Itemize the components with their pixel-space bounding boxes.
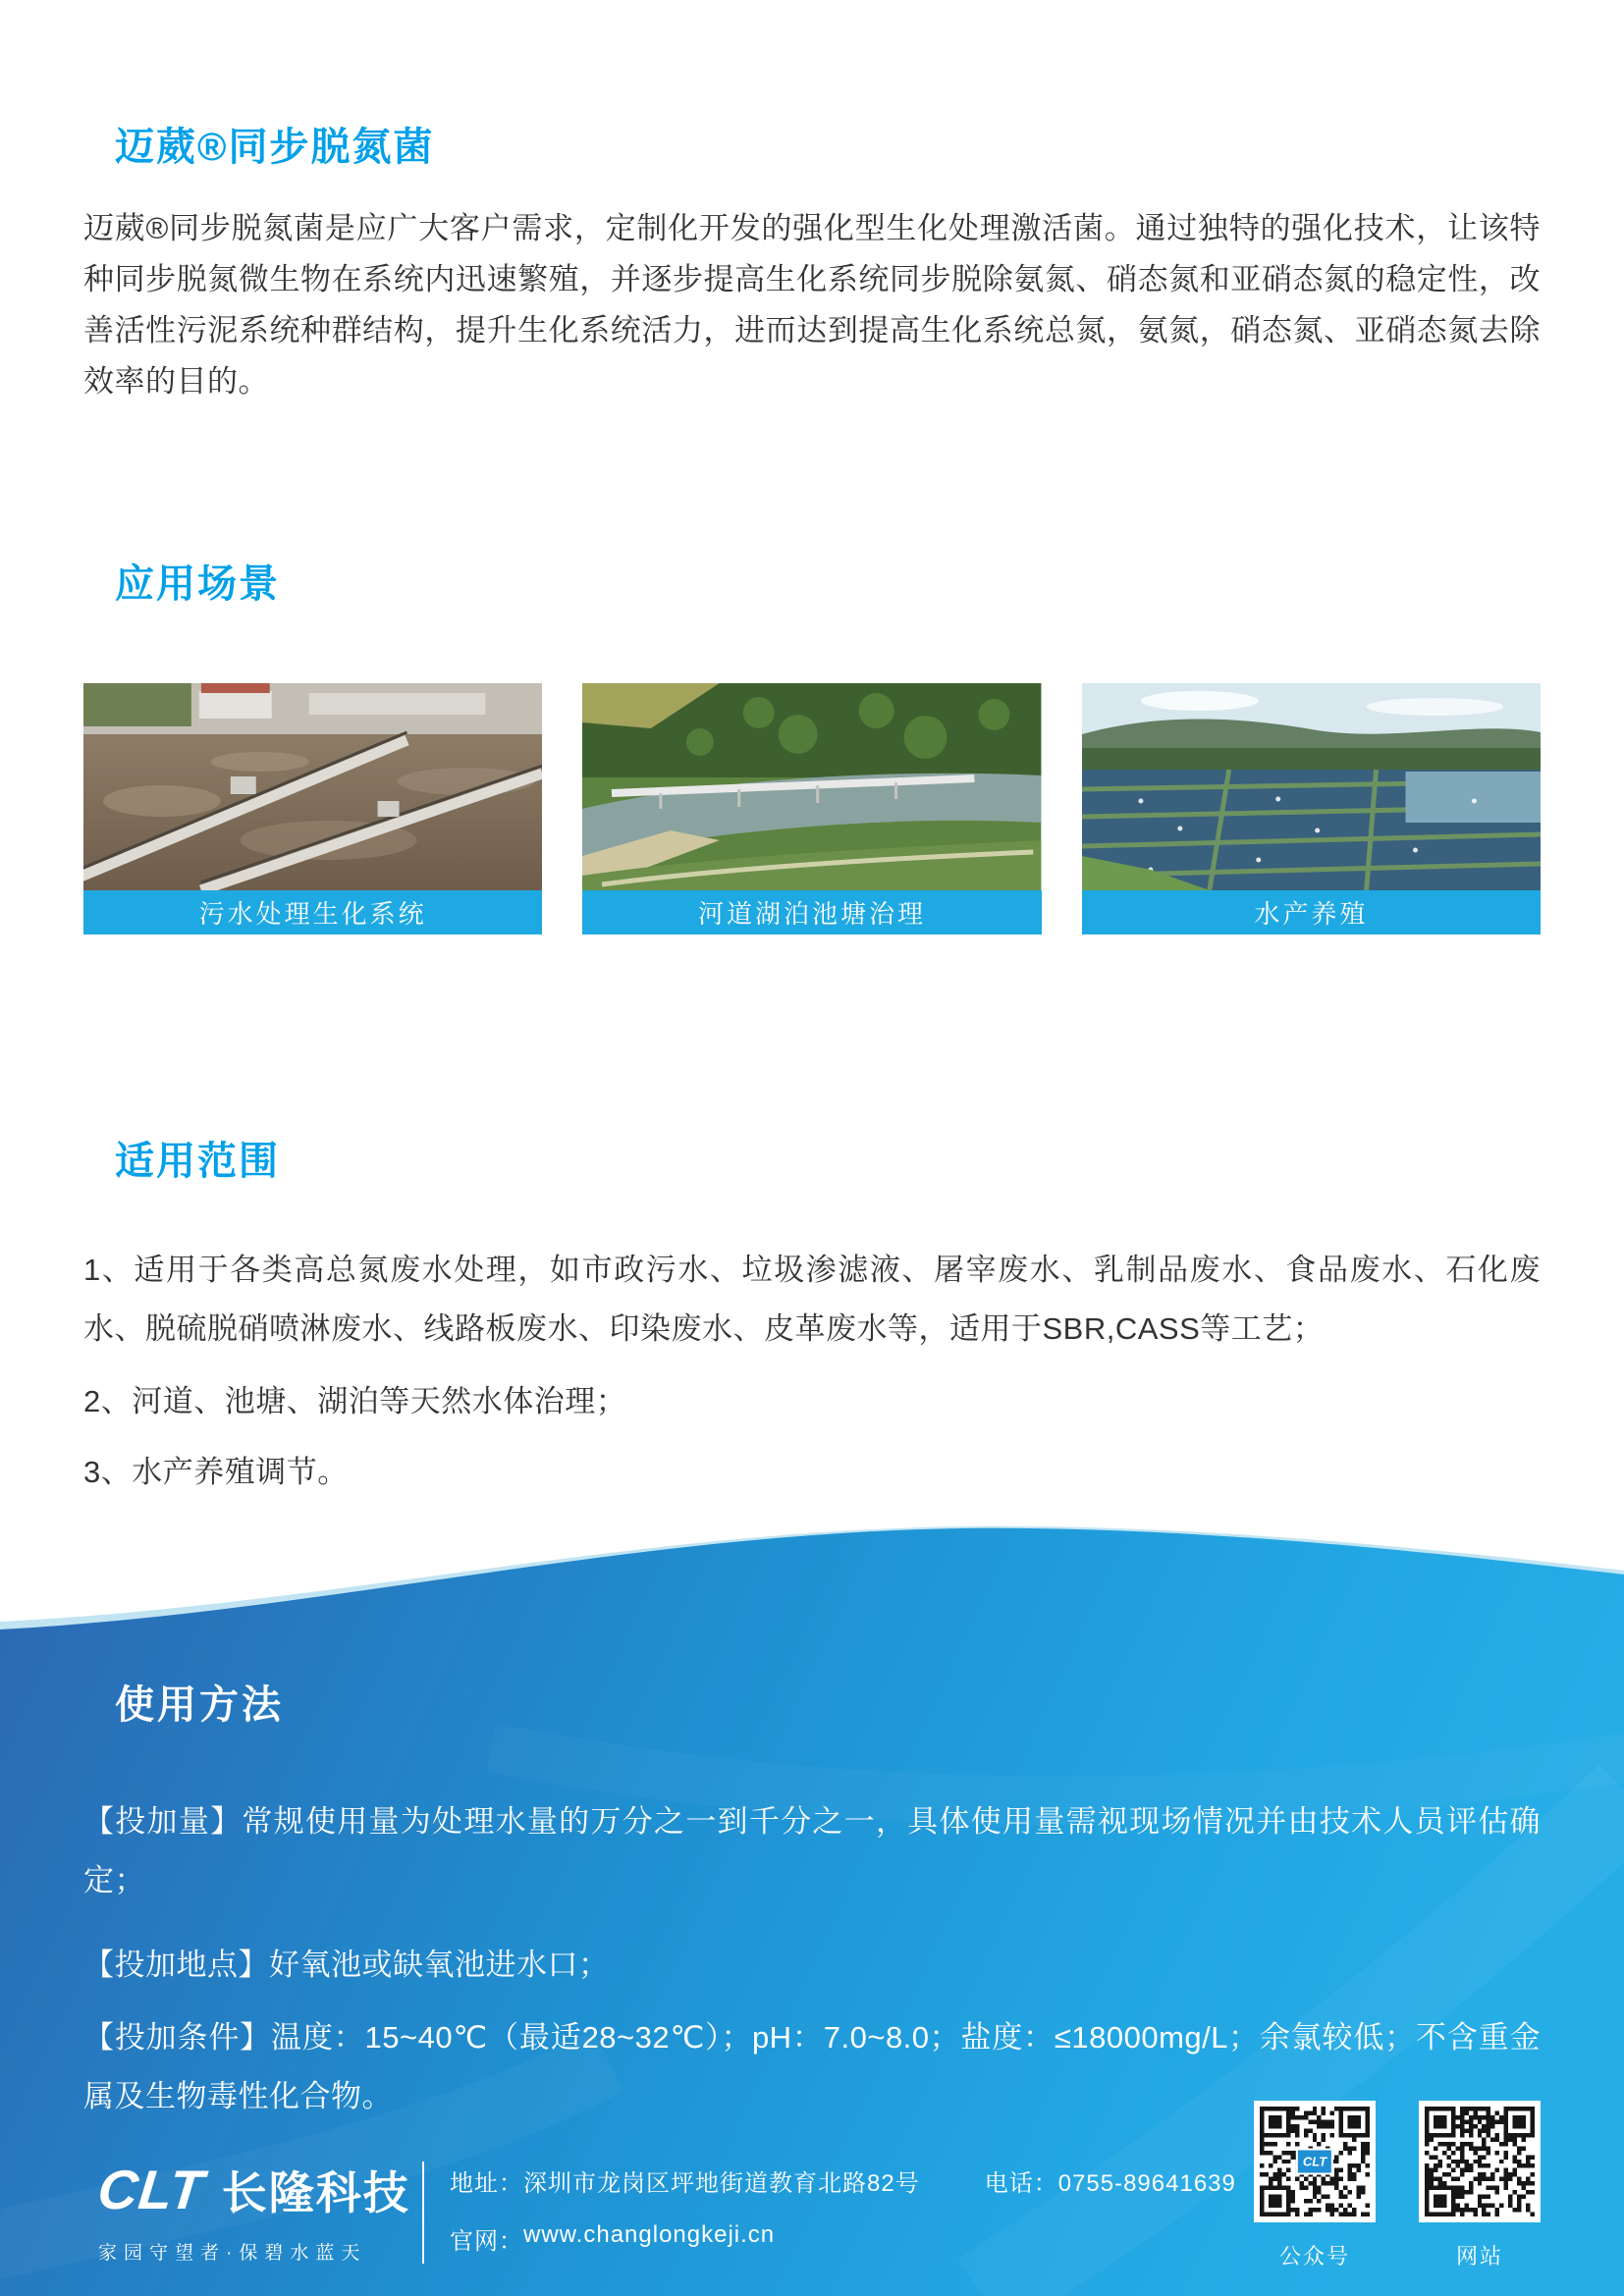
qr-item-wechat: [1254, 2101, 1376, 2270]
scenario-card-aquaculture: [1082, 683, 1541, 934]
qr-label-wechat: 公众号: [1278, 2244, 1350, 2269]
scope-item-3: 3、水产养殖调节。: [83, 1455, 349, 1489]
scope-section: [83, 1130, 1541, 1502]
usage-item-dosage: [83, 1792, 1541, 1910]
clt-logo-mark: CLT: [94, 2159, 208, 2220]
phone-label: 电话：: [984, 2170, 1058, 2197]
product-title: 迈葳®同步脱氮菌: [115, 126, 435, 169]
usage-text-dosage: 常规使用量为处理水量的万分之一到千分之一，具体使用量需视现场情况并由技术人员评估确定；: [83, 1804, 1541, 1897]
scenarios-section: [83, 553, 1541, 934]
wechat-qr-code-icon: [1254, 2101, 1376, 2222]
address-label: 地址：: [450, 2170, 523, 2197]
company-logo: [94, 2158, 412, 2270]
river-lake-pond-photo: [582, 683, 1041, 890]
scenario-caption-river: 河道湖泊池塘治理: [582, 890, 1041, 934]
aquaculture-ponds-photo: [1082, 683, 1541, 890]
address-value: 深圳市龙岗区坪地街道教育北路82号: [523, 2170, 920, 2197]
scenario-photo-row: [83, 683, 1541, 934]
company-tagline: 家园守望者·保碧水蓝天: [98, 2243, 367, 2264]
phone-row: [985, 2163, 1236, 2198]
intro-section: [83, 116, 1541, 407]
scope-heading: 适用范围: [115, 1140, 280, 1183]
wastewater-treatment-plant-photo: [83, 683, 542, 890]
company-name: 长隆科技: [221, 2167, 410, 2218]
intro-paragraph: 迈葳®同步脱氮菌是应广大客户需求，定制化开发的强化型生化处理激活菌。通过独特的强化技术，让该特种同步脱氮微生物在系统内迅速繁殖，并逐步提高生化系统同步脱除氨氮、硝态氮和亚硝态氮的稳定性，改善活性污泥系统种群结构，提升生化系统活力，进而达到提高生化系统总氮，氨氮，硝态氮、亚硝态氮去除效率的目的。: [83, 211, 1541, 399]
usage-text-location: 好氧池或缺氧池进水口；: [269, 1948, 610, 1982]
qr-center-logo: CLT: [1296, 2149, 1333, 2175]
scope-item-2: 2、河道、池塘、湖泊等天然水体治理；: [83, 1384, 627, 1418]
qr-code-group: [1254, 2101, 1541, 2270]
usage-label-dosage: 【投加量】: [83, 1804, 243, 1839]
website-qr-code-icon: [1419, 2101, 1541, 2222]
usage-text-conditions: 温度：15~40℃（最适28~32℃）；pH：7.0~8.0；盐度：≤18000mg/L；余氯较低；不含重金属及生物毒性化合物。: [83, 2020, 1542, 2113]
footer-divider: [422, 2162, 424, 2264]
usage-label-location: 【投加地点】: [83, 1948, 269, 1982]
usage-section: [83, 1674, 1541, 2126]
contact-info: [450, 2163, 1236, 2270]
qr-label-website: 网站: [1455, 2244, 1503, 2269]
usage-label-conditions: 【投加条件】: [83, 2020, 272, 2055]
scenario-caption-wastewater: 污水处理生化系统: [83, 890, 542, 934]
phone-value: 0755-89641639: [1057, 2170, 1236, 2197]
usage-item-location: [83, 1936, 1541, 1995]
scope-item-1: 1、适用于各类高总氮废水处理，如市政污水、垃圾渗滤液、屠宰废水、乳制品废水、食品废水、石化废水、脱硫脱硝喷淋废水、线路板废水、印染废水、皮革废水等，适用于SBR,CASS等工艺；: [83, 1253, 1541, 1346]
website-value: www.changlongkeji.cn: [523, 2221, 776, 2248]
qr-item-website: [1419, 2101, 1541, 2270]
scenario-card-river: [582, 683, 1041, 934]
usage-heading: 使用方法: [115, 1683, 284, 1727]
scenario-card-wastewater: [83, 683, 542, 934]
scenario-caption-aquaculture: 水产养殖: [1082, 890, 1541, 934]
website-label: 官网：: [450, 2228, 523, 2255]
scenarios-heading: 应用场景: [115, 562, 280, 606]
footer: [94, 2101, 1541, 2270]
